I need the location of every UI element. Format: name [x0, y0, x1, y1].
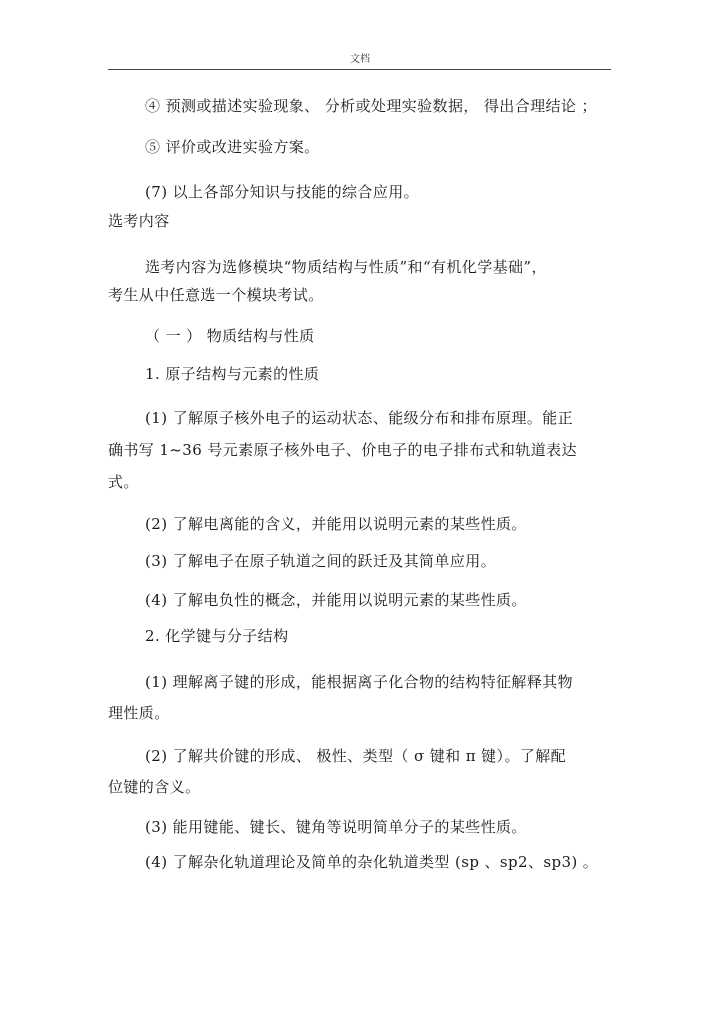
text-line: 确书写 1~36 号元素原子核外电子、价电子的电子排布式和轨道表达	[108, 441, 577, 459]
text-line: ⑤ 评价或改进实验方案。	[145, 138, 320, 156]
section-heading: 选考内容	[108, 212, 170, 230]
page-header: 文档	[350, 54, 370, 65]
text-line: 考生从中任意选一个模块考试。	[108, 286, 324, 304]
text-line: (1) 了解原子核外电子的运动状态、能级分布和排布原理。能正	[145, 409, 574, 427]
header-divider	[108, 69, 611, 70]
text-line: (1) 理解离子键的形成，能根据离子化合物的结构特征解释其物	[145, 673, 574, 691]
text-line: (7) 以上各部分知识与技能的综合应用。	[145, 183, 420, 201]
text-line: 理性质。	[108, 704, 170, 722]
text-line: (3) 能用键能、键长、键角等说明简单分子的某些性质。	[145, 818, 527, 836]
text-line: ④ 预测或描述实验现象、 分析或处理实验数据， 得出合理结论 ；	[145, 97, 597, 115]
text-line: (4) 了解杂化轨道理论及简单的杂化轨道类型 (sp 、sp2、sp3) 。	[145, 853, 599, 871]
subsection-heading: 1. 原子结构与元素的性质	[145, 365, 320, 383]
subsection-heading: （ 一 ） 物质结构与性质	[145, 327, 315, 345]
text-line: (2) 了解电离能的含义，并能用以说明元素的某些性质。	[145, 515, 527, 533]
text-line: (4) 了解电负性的概念，并能用以说明元素的某些性质。	[145, 591, 527, 609]
text-line: (2) 了解共价键的形成、 极性、类型（ σ 键和 π 键）。了解配	[145, 747, 567, 765]
text-line: 式。	[108, 473, 139, 491]
text-line: 选考内容为选修模块“物质结构与性质”和“有机化学基础”，	[145, 258, 547, 276]
text-line: 位键的含义。	[108, 778, 201, 796]
subsection-heading: 2. 化学键与分子结构	[145, 627, 289, 645]
text-line: (3) 了解电子在原子轨道之间的跃迁及其简单应用。	[145, 552, 497, 570]
